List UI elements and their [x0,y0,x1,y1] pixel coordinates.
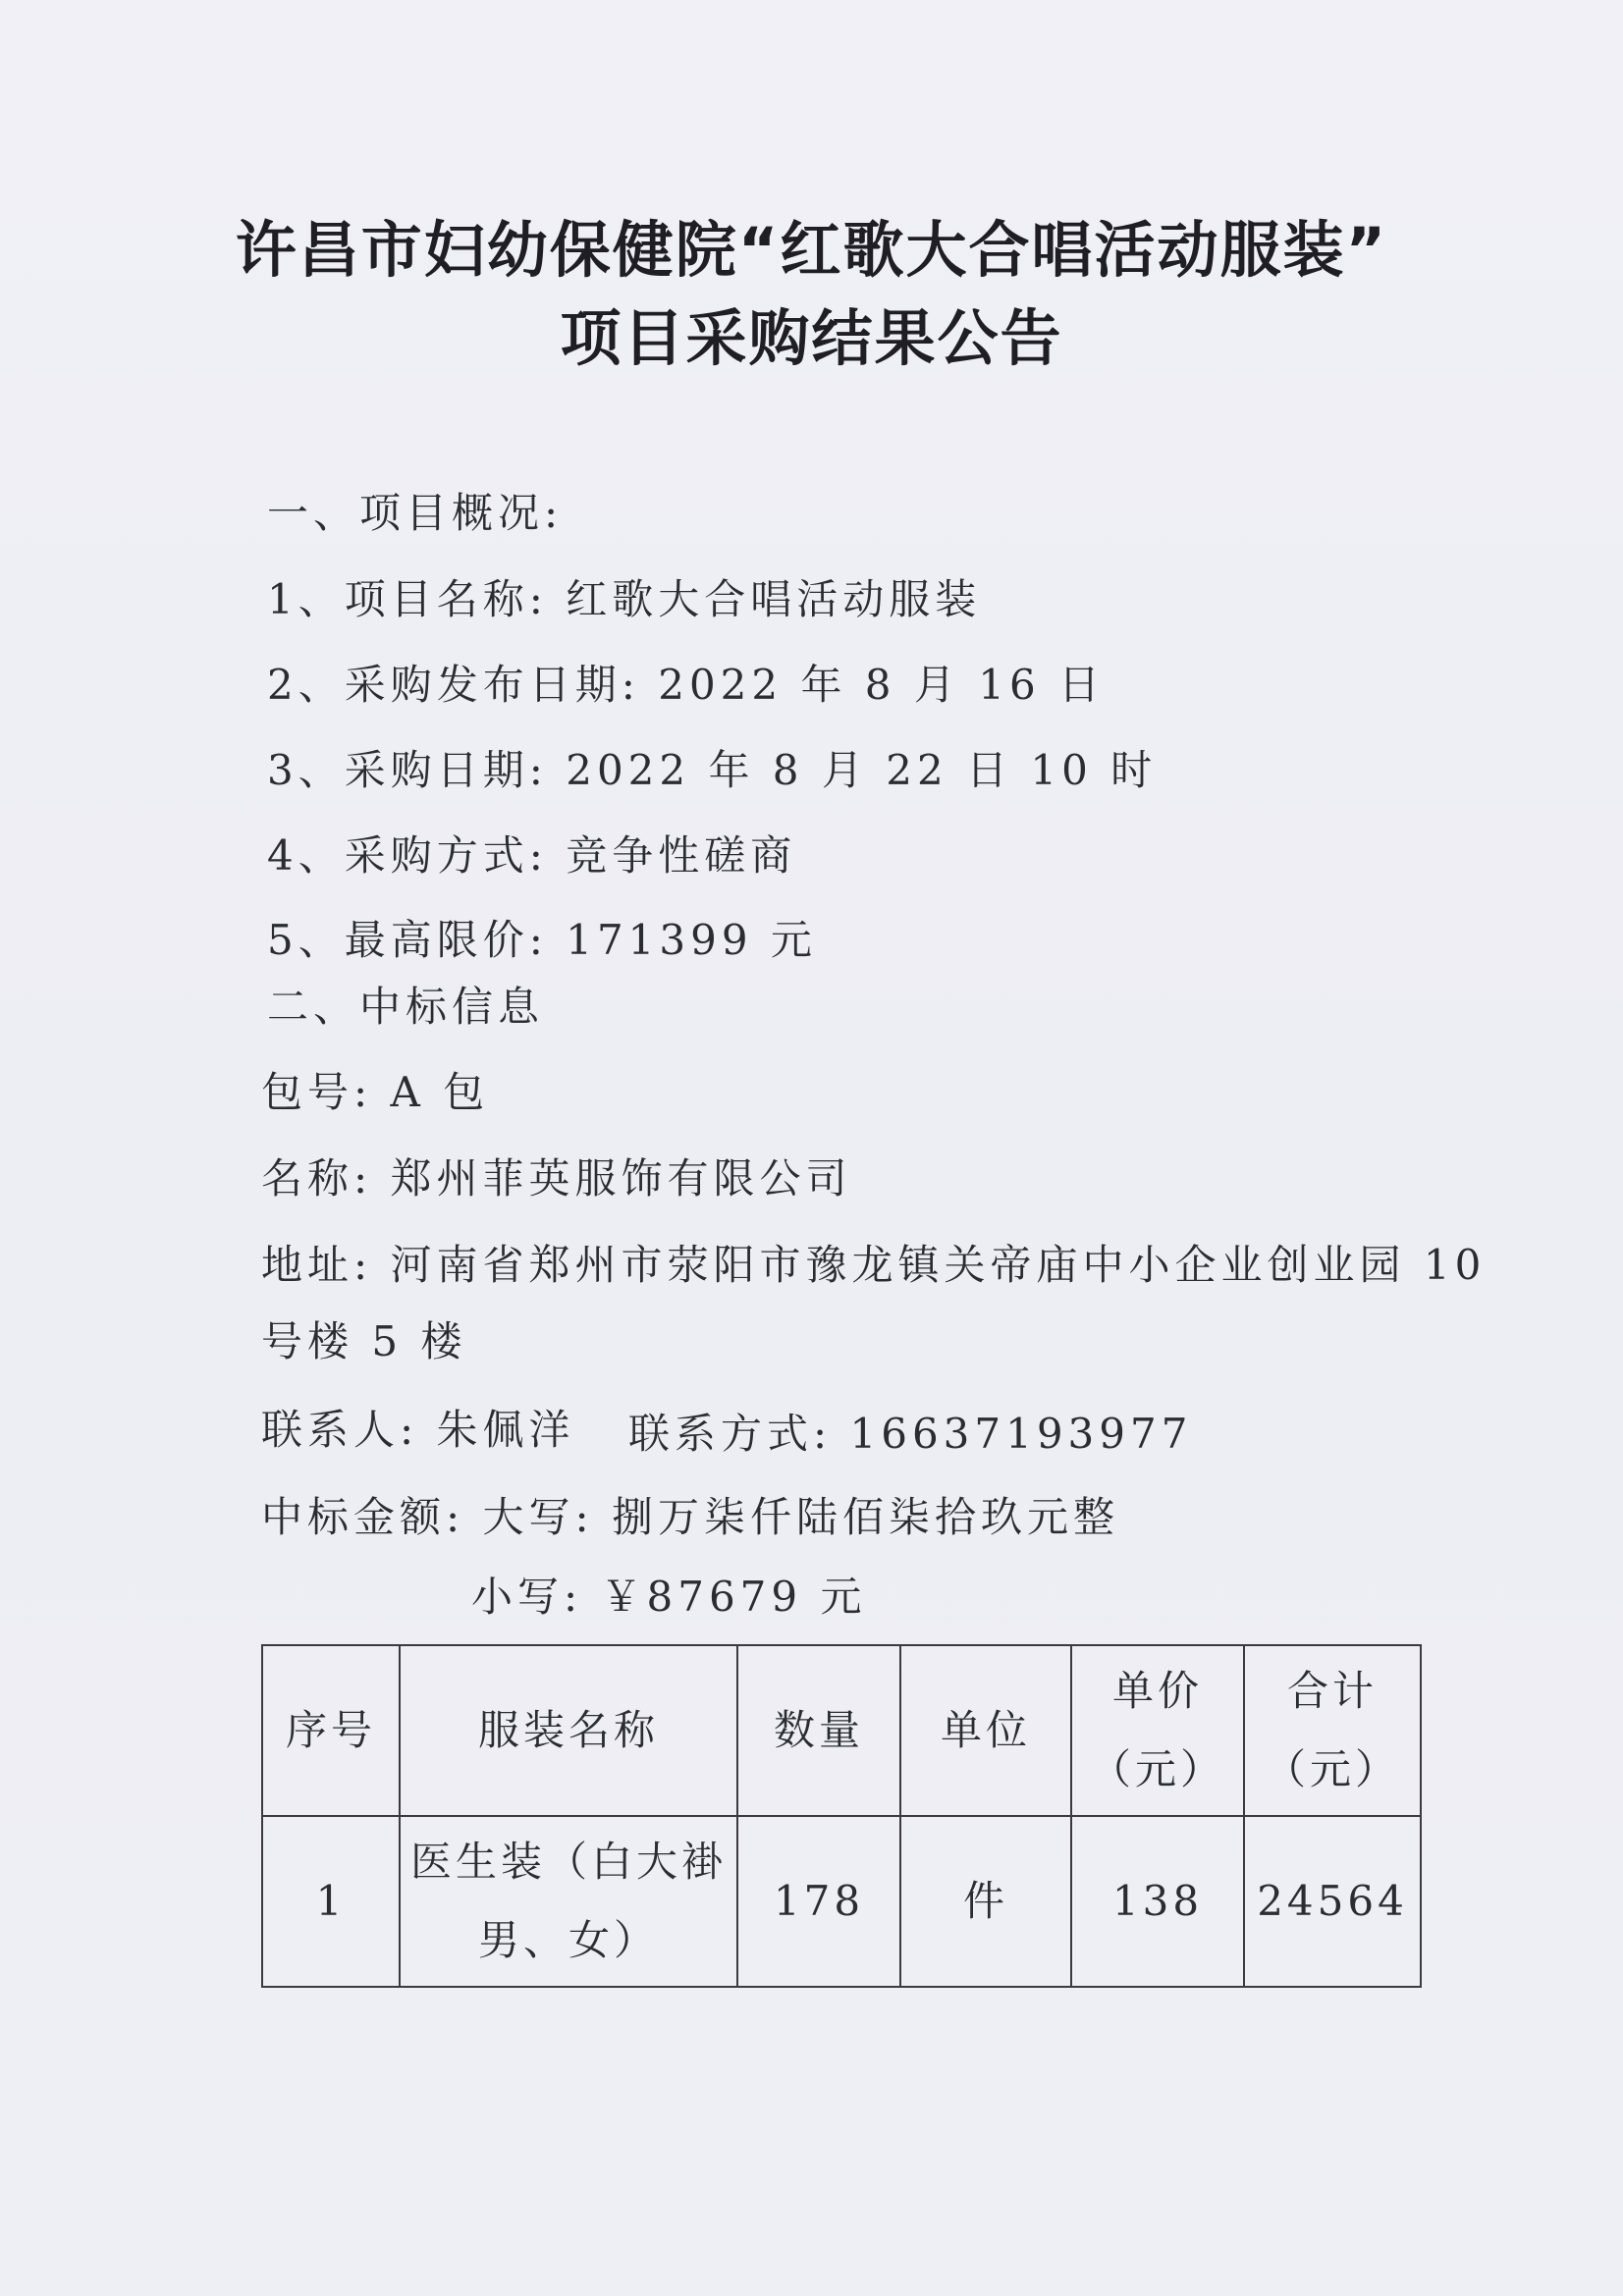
cell-name-line1: 医生装（白大褂 [409,1838,727,1887]
table-header-row [262,1645,1421,1816]
table-row [262,1816,1421,1987]
cell-name [400,1816,737,1987]
award-amount-upper: 中标金额: 大写: 捌万柒仟陆佰柒拾玖元整 [261,1493,1120,1541]
company-name: 名称: 郑州菲英服饰有限公司 [261,1154,852,1202]
purchase-method: 4、采购方式: 竞争性磋商 [267,831,797,880]
header-unit-price-currency: （元） [1089,1745,1225,1793]
header-total-currency: （元） [1264,1745,1400,1793]
contact-phone: 联系方式: 16637193977 [628,1410,1193,1458]
header-cell-unit: 单位 [900,1645,1071,1816]
document-title-line1: 许昌市妇幼保健院“红歌大合唱活动服装” [235,214,1388,286]
header-cell-unit-price [1071,1645,1244,1816]
purchase-date: 3、采购日期: 2022 年 8 月 22 日 10 时 [267,746,1158,794]
award-amount-lower: 小写: ￥87679 元 [471,1573,867,1621]
max-price: 5、最高限价: 171399 元 [267,916,817,964]
address-line1: 地址: 河南省郑州市荥阳市豫龙镇关帝庙中小企业创业园 10 [261,1241,1487,1289]
publish-date: 2、采购发布日期: 2022 年 8 月 16 日 [267,661,1106,709]
document-title-line2: 项目采购结果公告 [560,302,1063,374]
address-line2: 号楼 5 楼 [261,1317,467,1365]
header-total-label: 合计 [1286,1667,1378,1716]
header-cell-number: 序号 [262,1645,400,1816]
cell-name-line2: 男、女） [477,1916,659,1964]
package-number: 包号: A 包 [261,1068,490,1116]
header-cell-total [1244,1645,1421,1816]
award-heading: 二、中标信息 [267,983,545,1031]
overview-heading: 一、项目概况: [267,489,564,537]
header-cell-name: 服装名称 [400,1645,737,1816]
cell-unit: 件 [900,1816,1071,1987]
header-cell-quantity: 数量 [737,1645,900,1816]
contact-person: 联系人: 朱佩洋 [261,1406,575,1454]
header-unit-price-label: 单价 [1111,1667,1203,1716]
cell-price: 138 [1071,1816,1244,1987]
cell-number: 1 [262,1816,400,1987]
project-name: 1、项目名称: 红歌大合唱活动服装 [267,575,982,623]
items-table [261,1644,1422,1988]
cell-total: 24564 [1244,1816,1421,1987]
cell-quantity: 178 [737,1816,900,1987]
